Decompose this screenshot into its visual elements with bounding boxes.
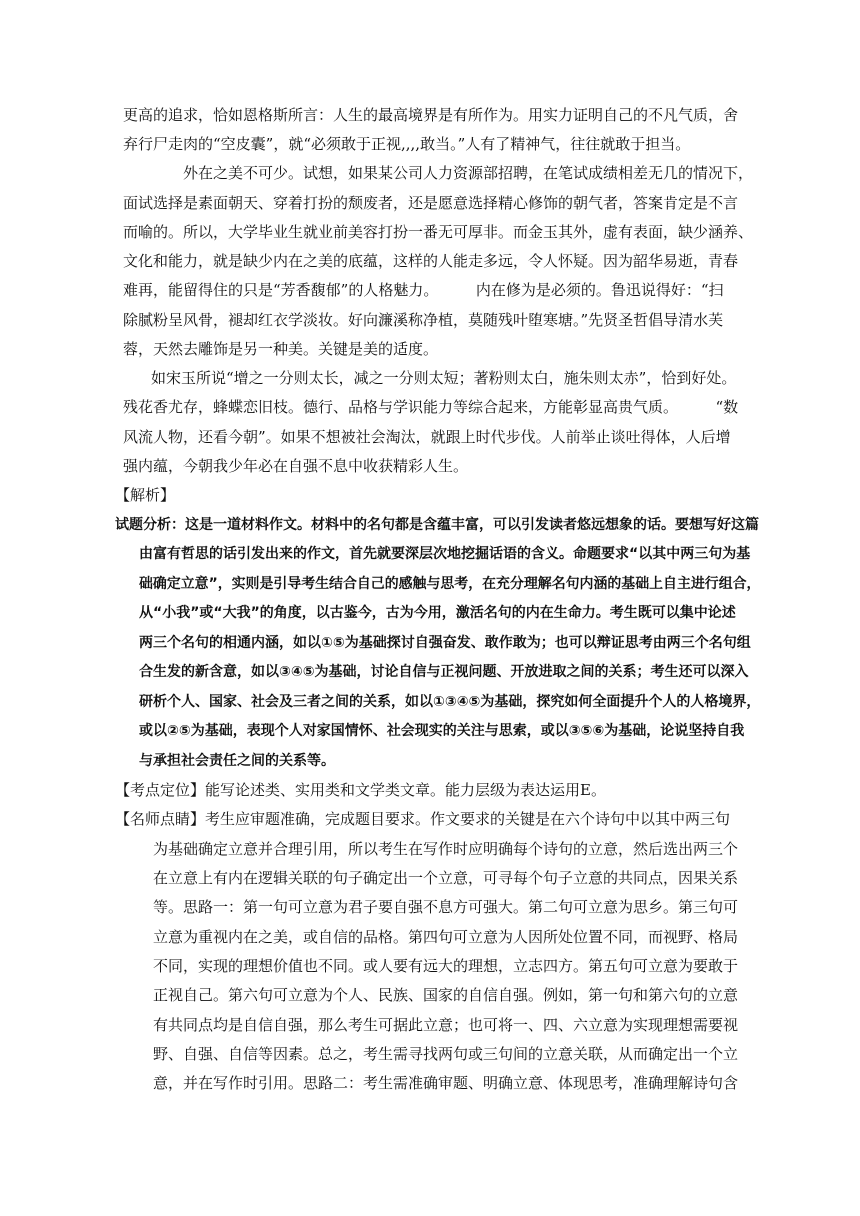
essay-line: 残花香尤存，蜂蝶恋旧枝。德行、品格与学识能力等综合起来，方能彰显高贵气质。 “数	[123, 398, 739, 416]
essay-line: 而喻的。所以，大学毕业生就业前美容打扮一番无可厚非。而金玉其外，虚有表面，缺少涵养、	[123, 223, 754, 241]
essay-line: 强内蕴，今朝我少年必在自强不息中收获精彩人生。	[123, 457, 469, 475]
essay-line: 难再，能留得住的只是“芳香馥郁”的人格魅力。 内在修为是必须的。鲁迅说得好：“扫	[123, 281, 724, 299]
analysis-line: 试题分析：这是一道材料作文。材料中的名句都是含蕴丰富，可以引发读者悠远想象的话。要想写好这篇	[115, 517, 759, 533]
essay-line: 蓉，天然去雕饰是另一种美。关键是美的适度。	[123, 340, 439, 358]
analysis-line: 两三个名句的相通内涵，如以①⑤为基础探讨自强奋发、敢作敢为；也可以辩证思考由两三个名句组	[139, 635, 751, 651]
essay-line: 外在之美不可少。试想，如果某公司人力资源部招聘，在笔试成绩相差无几的情况下，	[183, 164, 754, 182]
analysis-line: 研析个人、国家、社会及三者之间的关系，如以①③④⑤为基础，探究如何全面提升个人的人格境界，	[139, 694, 761, 710]
mingshi-line: 立意为重视内在之美，或自信的品格。第四句可立意为人因所处位置不同，而视野、格局	[153, 928, 739, 946]
analysis-line: 合生发的新含意，如以③④⑤为基础，讨论自信与正视问题、开放进取之间的关系；考生还可以深入	[139, 664, 749, 680]
analysis-heading: 【解析】	[115, 486, 176, 504]
analysis-line: 础确定立意”，实则是引导考生结合自己的感触与思考，在充分理解名句内涵的基础上自主进行组合，	[139, 576, 761, 592]
essay-line: 文化和能力，就是缺少内在之美的底蕴，这样的人能走多远，令人怀疑。因为韶华易逝，青春	[123, 252, 739, 270]
analysis-line: 从“小我”或“大我”的角度，以古鉴今，古为今用，激活名句的内在生命力。考生既可以集中论述	[139, 605, 736, 621]
kaodian-line: 【考点定位】能写论述类、实用类和文学类文章。能力层级为表达运用E。	[115, 781, 606, 799]
mingshi-line: 野、自强、自信等因素。总之，考生需寻找两句或三句间的立意关联，从而确定出一个立	[153, 1045, 739, 1063]
analysis-line: 与承担社会责任之间的关系等。	[139, 753, 335, 769]
mingshi-line: 不同，实现的理想价值也不同。或人要有远大的理想，立志四方。第五句可立意为要敢于	[153, 957, 739, 975]
mingshi-line: 在立意上有内在逻辑关联的句子确定出一个立意，可寻每个句子立意的共同点，因果关系	[153, 869, 739, 887]
mingshi-line: 为基础确定立意并合理引用，所以考生在写作时应明确每个诗句的立意，然后选出两三个	[153, 840, 739, 858]
analysis-line: 由富有哲思的话引发出来的作文，首先就要深层次地挖掘话语的含义。命题要求“以其中两三句为基	[139, 546, 751, 562]
essay-line: 更高的追求，恰如恩格斯所言：人生的最高境界是有所作为。用实力证明自己的不凡气质，舍	[123, 106, 739, 124]
analysis-line: 或以②⑤为基础，表现个人对家国情怀、社会现实的关注与思索，或以③⑤⑥为基础，论说坚持自我	[139, 723, 745, 739]
mingshi-line: 【名师点睛】考生应审题准确，完成题目要求。作文要求的关键是在六个诗句中以其中两三句	[115, 810, 731, 828]
mingshi-line: 意，并在写作时引用。思路二：考生需准确审题、明确立意、体现思考，准确理解诗句含	[153, 1074, 739, 1092]
essay-line: 除腻粉呈风骨，褪却红衣学淡妆。好向濂溪称净植，莫随残叶堕寒塘。”先贤圣哲倡导清水芙	[123, 311, 724, 329]
mingshi-line: 有共同点均是自信自强，那么考生可据此立意；也可将一、四、六立意为实现理想需要视	[153, 1016, 739, 1034]
essay-line: 风流人物，还看今朝”。如果不想被社会淘汰，就跟上时代步伐。人前举止谈吐得体，人后增	[123, 428, 731, 446]
mingshi-line: 等。思路一：第一句可立意为君子要自强不息方可强大。第二句可立意为思乡。第三句可	[153, 898, 739, 916]
essay-line: 如宋玉所说“增之一分则太长，减之一分则太短；著粉则太白，施朱则太赤”，恰到好处。	[151, 369, 737, 387]
mingshi-line: 正视自己。第六句可立意为个人、民族、国家的自信自强。例如，第一句和第六句的立意	[153, 986, 739, 1004]
essay-line: 弃行尸走肉的“空皮囊”，就“必须敢于正视,,,,敢当。”人有了精神气，往往就敢于担当。	[123, 135, 691, 153]
essay-line: 面试选择是素面朝天、穿着打扮的颓废者，还是愿意选择精心修饰的朝气者，答案肯定是不言	[123, 194, 739, 212]
